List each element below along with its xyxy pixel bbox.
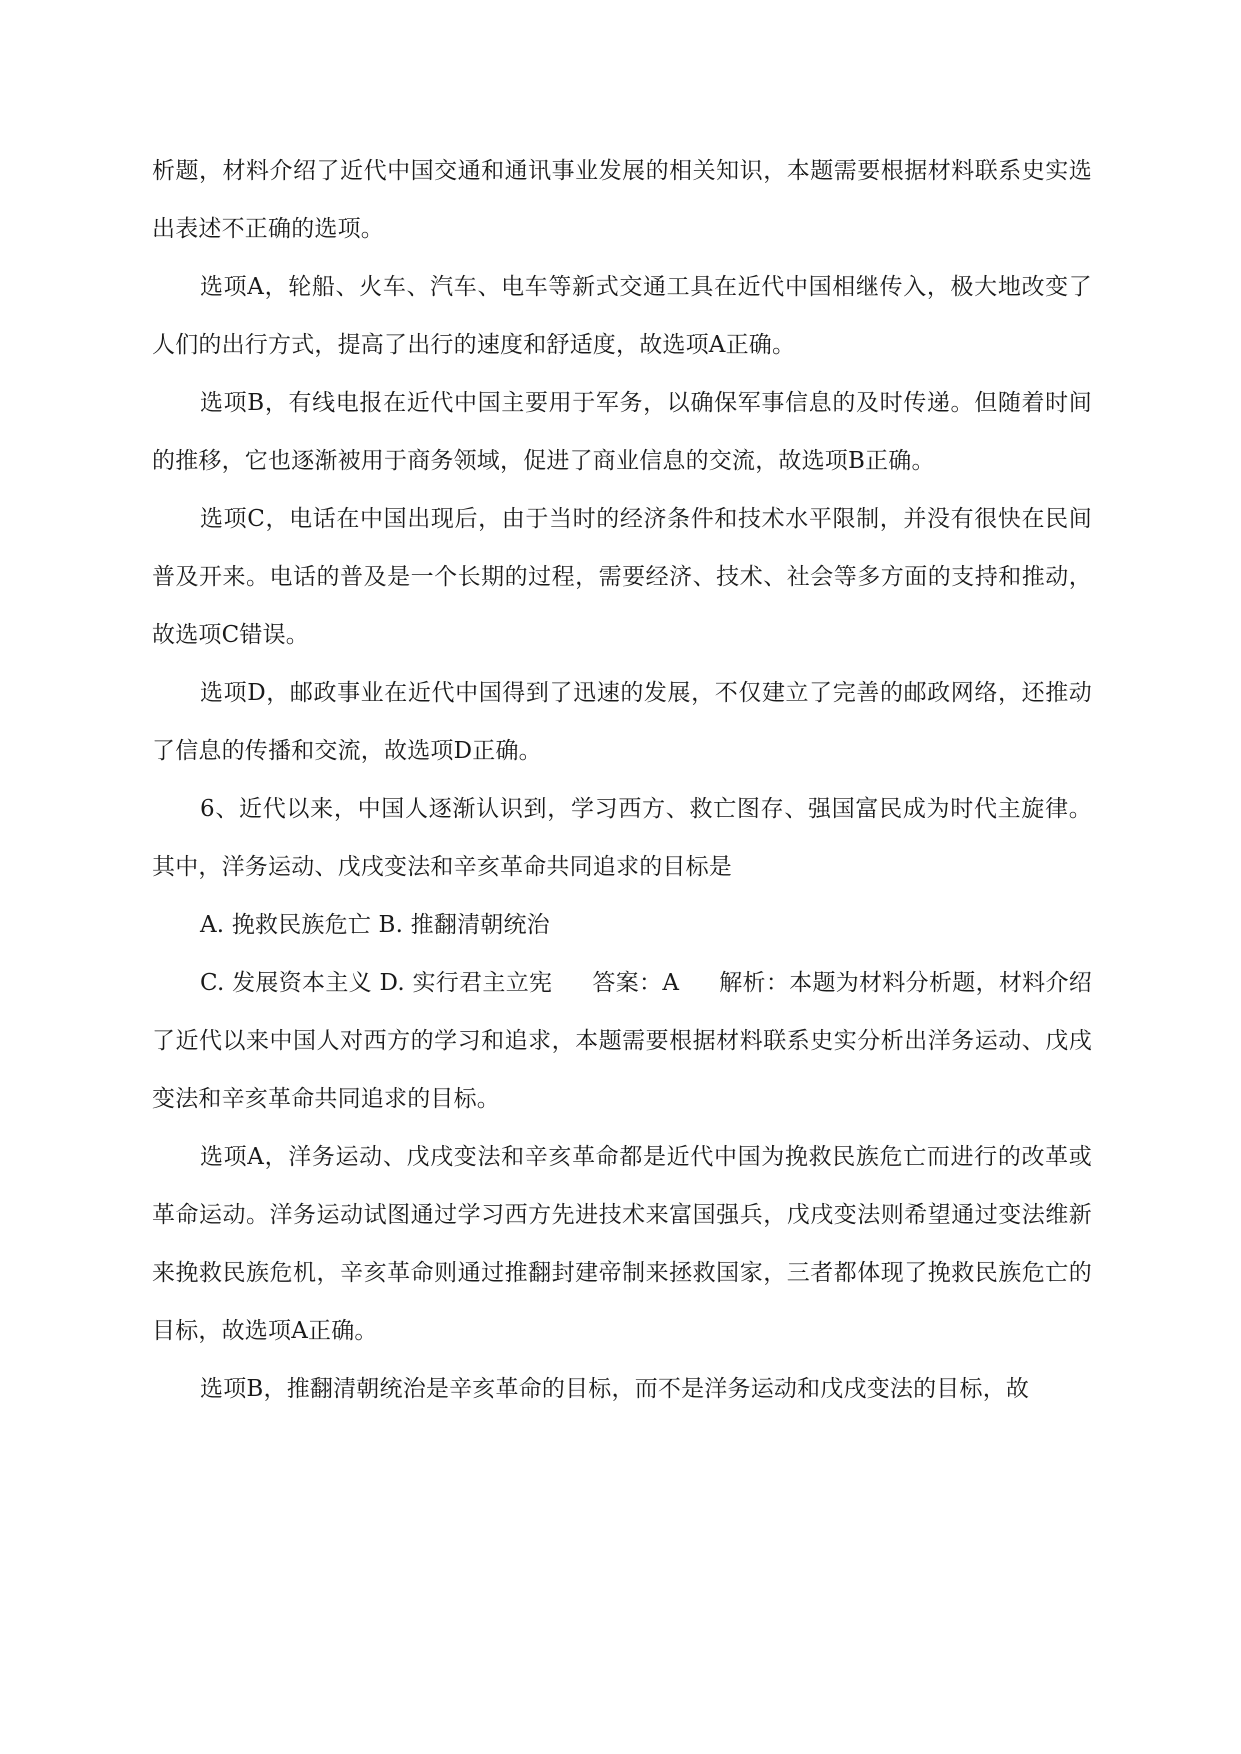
question-6-options-ab: A. 挽救民族危亡 B. 推翻清朝统治 (200, 912, 550, 938)
question-6-analysis: 解析：本题为材料分析题，材料介绍了近代以来中国人对西方的学习和追求，本题需要根据材料联系史实分析出洋务运动、戊戌变法和辛亥革命共同追求的目标。 (152, 970, 1092, 1112)
question-6-option-b-analysis: 选项B，推翻清朝统治是辛亥革命的目标，而不是洋务运动和戊戌变法的目标，故 (200, 1376, 1030, 1402)
paragraph-option-d: 选项D，邮政事业在近代中国得到了迅速的发展，不仅建立了完善的邮政网络，还推动了信息的传播和交流，故选项D正确。 (152, 680, 1092, 764)
question-6-options-cd-answer (152, 954, 1092, 1128)
question-6-options-cd: C. 发展资本主义 D. 实行君主立宪 (200, 970, 553, 996)
question-6: 6、近代以来，中国人逐渐认识到，学习西方、救亡图存、强国富民成为时代主旋律。其中，洋务运动、戊戌变法和辛亥革命共同追求的目标是 (152, 796, 1092, 880)
paragraph-option-b: 选项B，有线电报在近代中国主要用于军务，以确保军事信息的及时传递。但随着时间的推移，它也逐渐被用于商务领域，促进了商业信息的交流，故选项B正确。 (152, 390, 1092, 474)
paragraph-intro: 析题，材料介绍了近代中国交通和通讯事业发展的相关知识，本题需要根据材料联系史实选出表述不正确的选项。 (152, 158, 1092, 242)
question-6-answer: 答案：A (592, 970, 680, 996)
document-body (152, 142, 1092, 1418)
question-6-option-a-analysis: 选项A，洋务运动、戊戌变法和辛亥革命都是近代中国为挽救民族危亡而进行的改革或革命运动。洋务运动试图通过学习西方先进技术来富国强兵，戊戌变法则希望通过变法维新来挽救民族危机，辛亥革命则通过推翻封建帝制来拯救国家，三者都体现了挽救民族危亡的目标，故选项A正确。 (152, 1144, 1092, 1344)
paragraph-option-a: 选项A，轮船、火车、汽车、电车等新式交通工具在近代中国相继传入，极大地改变了人们的出行方式，提高了出行的速度和舒适度，故选项A正确。 (152, 274, 1092, 358)
paragraph-option-c: 选项C，电话在中国出现后，由于当时的经济条件和技术水平限制，并没有很快在民间普及开来。电话的普及是一个长期的过程，需要经济、技术、社会等多方面的支持和推动，故选项C错误。 (152, 506, 1092, 648)
